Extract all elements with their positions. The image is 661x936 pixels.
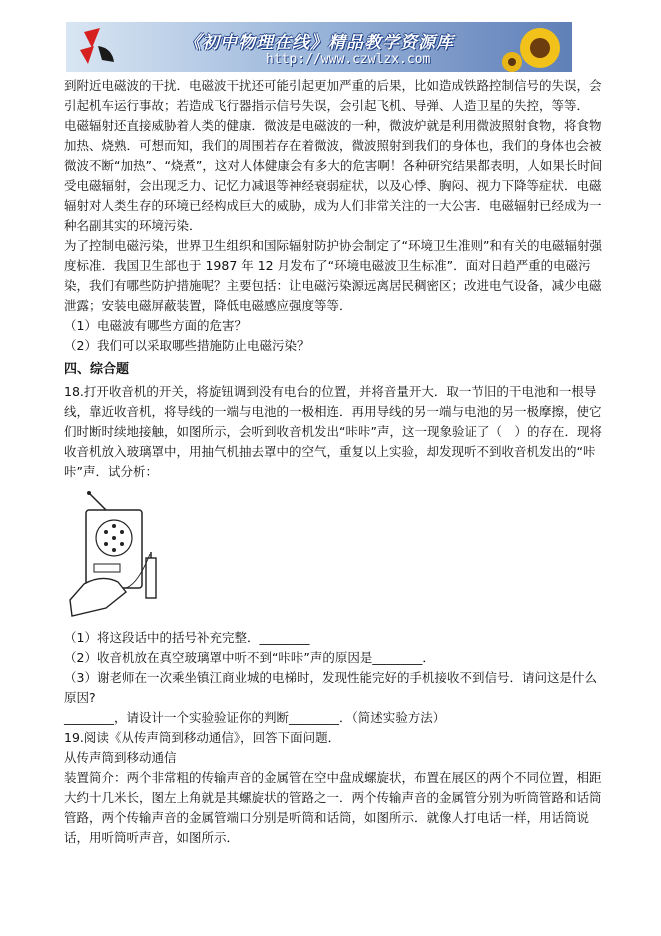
section-heading: 四、综合题	[64, 362, 130, 377]
banner-title: 《初中物理在线》精品教学资源库	[184, 33, 454, 53]
question-18-sub2: （2）收音机放在真空玻璃罩中听不到“咔咔”声的原因是________．	[64, 650, 435, 665]
question-1: （1）电磁波有哪些方面的危害？	[64, 318, 247, 333]
question-18-sub3: （3）谢老师在一次乘坐镇江商业城的电梯时，发现性能完好的手机接收不到信号．请问这是什么原因?	[64, 670, 597, 705]
header-banner	[66, 22, 572, 72]
paragraph-health: 电磁辐射还直接威胁着人类的健康．微波是电磁波的一种，微波炉就是利用微波照射食物，将食物加热、烧熟．可想而知，我们的周围若存在着微波，微波照射到我们的身体也，我们的身体也会被微波不断“加热”、“烧煮”，这对人体健康会有多大的危害啊！各种研究结果都表明，人如果长时间受电磁辐射，会出现乏力、记忆力减退等神经衰弱症状，以及心悸、胸闷、视力下降等症状．电磁辐射对人类生存的环境已经构成巨大的威胁，成为人们非常关注的一大公害．电磁辐射已经成为一种名副其实的环境污染．	[64, 118, 603, 233]
radio-battery-figure	[66, 488, 176, 618]
paragraph-control: 为了控制电磁污染，世界卫生组织和国际辐射防护协会制定了“环境卫生准则”和有关的电磁辐射强度标准．我国卫生部也于 1987 年 12 月发布了“环境电磁波卫生标准”．面对日趋严重的电磁污染，我们有哪些防护措施呢？主要包括：让电磁污染源远离居民稠密区；改进电气设备，减少电磁泄露；安装电磁屏蔽装置，降低电磁感应强度等等．	[64, 238, 602, 313]
sunflower-icon	[498, 22, 568, 72]
question-18-sub3-continued: ________，请设计一个实验验证你的判断________．（简述实验方法）	[64, 710, 446, 725]
article-body: 装置简介：两个非常粗的传输声音的金属管在空中盘成螺旋状，布置在展区的两个不同位置，相距大约十几米长，图左上角就是其螺旋状的管路之一．两个传输声音的金属管分别为听筒管路和话筒管路，两个传输声音的金属管端口分别是听筒和话筒，如图所示．就像人打电话一样，用话筒说话，用听筒听声音，如图所示．	[64, 770, 602, 845]
paragraph-interference: 到附近电磁波的干扰．电磁波干扰还可能引起更加严重的后果，比如造成铁路控制信号的失误，会引起机车运行事故；若造成飞行器指示信号失误，会引起飞机、导弹、人造卫星的失控，等等．	[64, 78, 602, 113]
banner-url: http://www.czwlzx.com	[266, 52, 431, 67]
document-body	[64, 76, 604, 848]
question-2: （2）我们可以采取哪些措施防止电磁污染？	[64, 338, 310, 353]
question-18: 18.打开收音机的开关，将旋钮调到没有电台的位置，并将音量开大．取一节旧的干电池和一根导线，靠近收音机，将导线的一端与电池的一极相连．再用导线的另一端与电池的另一极摩擦，使它们时断时续地接触，如图所示，会听到收音机发出“咔咔”声，这一现象验证了（ ）的存在．现将收音机放入玻璃罩中，用抽气机抽去罩中的空气，重复以上实验，却发现听不到收音机发出的“咔咔”声．试分析：	[64, 384, 602, 479]
article-title: 从传声筒到移动通信	[64, 750, 177, 765]
logo-icon	[74, 26, 118, 68]
question-18-sub1: （1）将这段话中的括号补充完整．________	[64, 630, 310, 645]
question-19: 19.阅读《从传声筒到移动通信》，回答下面问题．	[64, 730, 341, 745]
